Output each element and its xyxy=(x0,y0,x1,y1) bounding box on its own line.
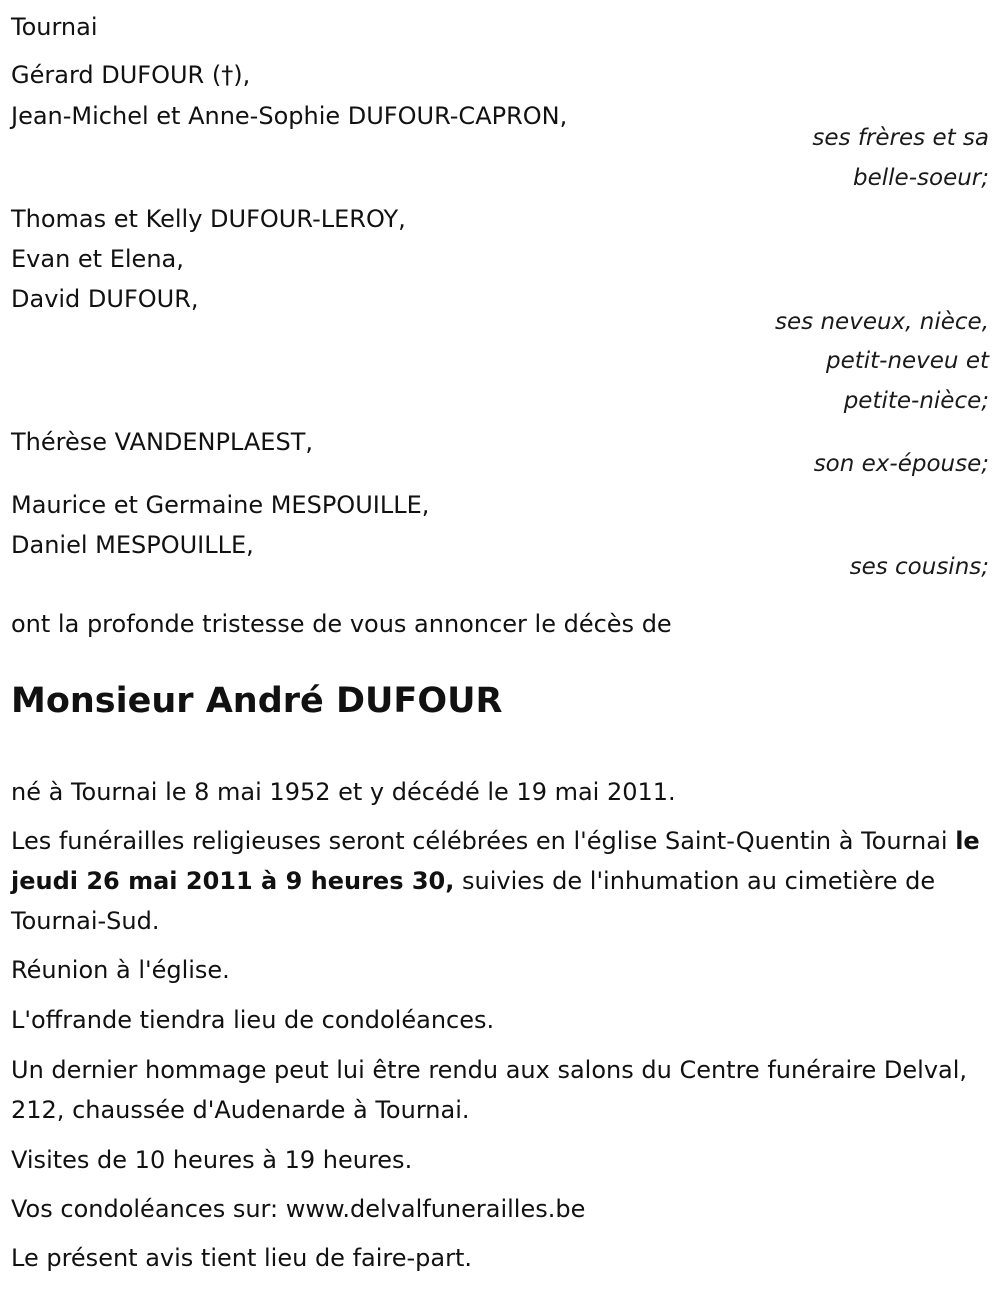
family-line: Gérard DUFOUR (†), xyxy=(11,61,251,89)
city-label: Tournai xyxy=(11,13,98,41)
funeral-date: le jeudi 26 mai 2011 à 9 heures 30, xyxy=(11,827,980,895)
family-line: Jean-Michel et Anne-Sophie DUFOUR-CAPRON, xyxy=(11,102,568,130)
family-line: David DUFOUR, xyxy=(11,285,199,313)
family-line: Daniel MESPOUILLE, xyxy=(11,531,254,559)
family-line: Thomas et Kelly DUFOUR-LEROY, xyxy=(11,205,406,233)
relationship-label: ses cousins; xyxy=(849,554,989,580)
meeting-text: Réunion à l'église. xyxy=(11,956,230,984)
relationship-label: petite-nièce; xyxy=(843,388,989,414)
funeral-text: suivies de l'inhumation au cimetière de Tournai-Sud. xyxy=(11,867,936,935)
deceased-name: Monsieur André DUFOUR xyxy=(11,681,503,721)
family-line: Thérèse VANDENPLAEST, xyxy=(11,428,313,456)
condolences-text: Vos condoléances sur: www.delvalfunerailles.be xyxy=(11,1195,586,1223)
tribute-text: Un dernier hommage peut lui être rendu aux salons du Centre funéraire Delval, 212, chaussée d'Audenarde à Tournai. xyxy=(11,1056,968,1124)
offering-text: L'offrande tiendra lieu de condoléances. xyxy=(11,1006,495,1034)
relationship-label: petit-neveu et xyxy=(825,348,989,374)
relationship-label: belle-soeur; xyxy=(853,165,989,191)
funeral-text: Les funérailles religieuses seront célébrées en l'église Saint-Quentin à Tournai xyxy=(11,827,956,855)
notice-text: Le présent avis tient lieu de faire-part. xyxy=(11,1244,473,1272)
relationship-label: ses neveux, nièce, xyxy=(775,309,989,335)
funeral-paragraph xyxy=(11,821,989,941)
family-line: Evan et Elena, xyxy=(11,245,184,273)
birth-death-text: né à Tournai le 8 mai 1952 et y décédé le 19 mai 2011. xyxy=(11,778,676,806)
family-line: Maurice et Germaine MESPOUILLE, xyxy=(11,491,430,519)
visits-text: Visites de 10 heures à 19 heures. xyxy=(11,1146,413,1174)
relationship-label: son ex-épouse; xyxy=(813,451,989,477)
announcement-intro: ont la profonde tristesse de vous annoncer le décès de xyxy=(11,610,672,638)
relationship-label: ses frères et sa xyxy=(812,125,989,151)
